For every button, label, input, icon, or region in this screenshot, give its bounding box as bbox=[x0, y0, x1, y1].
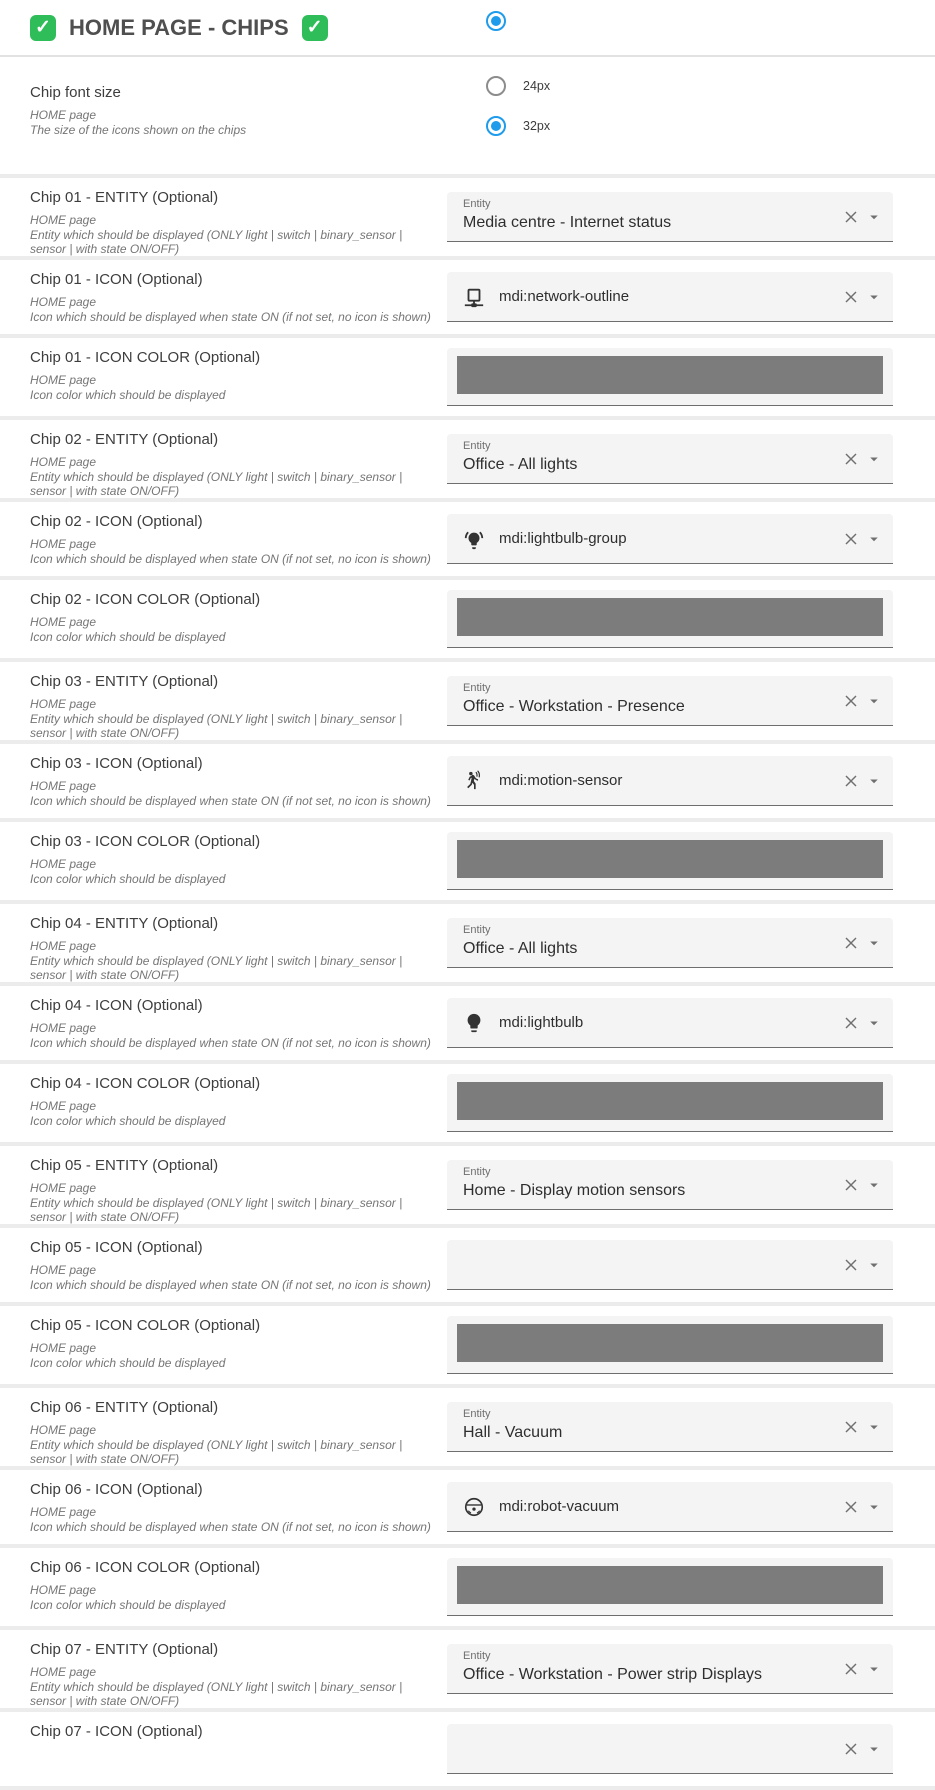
field-actions bbox=[841, 449, 883, 469]
row-desc-line1: HOME page bbox=[30, 373, 97, 387]
icon-select-field[interactable] bbox=[447, 272, 893, 322]
row-description bbox=[30, 1583, 435, 1612]
icon-field-value: mdi:robot-vacuum bbox=[499, 1498, 620, 1515]
config-row bbox=[0, 822, 935, 904]
config-row bbox=[0, 338, 935, 420]
row-desc-line1: HOME page bbox=[30, 615, 97, 629]
row-field-area bbox=[447, 420, 893, 498]
lightbulb-group-icon bbox=[463, 528, 485, 550]
clear-icon[interactable] bbox=[841, 1497, 861, 1517]
row-field-area bbox=[447, 1712, 893, 1786]
entity-field-value: Office - Workstation - Presence bbox=[463, 698, 685, 715]
entity-select-field[interactable] bbox=[447, 192, 893, 242]
row-description bbox=[30, 1181, 435, 1224]
row-desc-line1: HOME page bbox=[30, 1181, 97, 1195]
row-desc-line2: Icon color which should be displayed bbox=[30, 871, 226, 886]
row-desc-line1: HOME page bbox=[30, 295, 97, 309]
row-desc-line1: HOME page bbox=[30, 455, 97, 469]
desc-line-detail: The size of the icons shown on the chips bbox=[30, 122, 247, 137]
icon-select-field[interactable] bbox=[447, 1724, 893, 1774]
radio-label-24px: 24px bbox=[523, 79, 551, 93]
color-swatch[interactable] bbox=[457, 1566, 883, 1604]
row-title: Chip 06 - ENTITY (Optional) bbox=[30, 1399, 219, 1416]
icon-field-value: mdi:network-outline bbox=[499, 288, 630, 305]
row-description bbox=[30, 1263, 435, 1292]
entity-field-value: Hall - Vacuum bbox=[463, 1424, 563, 1441]
row-title: Chip 05 - ENTITY (Optional) bbox=[30, 1157, 219, 1174]
color-select-field[interactable] bbox=[447, 1316, 893, 1374]
row-desc-line2: Icon which should be displayed when state ON (if not set, no icon is shown) bbox=[30, 309, 431, 324]
row-field-area bbox=[447, 178, 893, 256]
icon-field-value: mdi:motion-sensor bbox=[499, 772, 623, 789]
clear-icon[interactable] bbox=[841, 771, 861, 791]
lightbulb-icon bbox=[463, 1012, 485, 1034]
row-field-area bbox=[447, 822, 893, 900]
entity-field-value: Media centre - Internet status bbox=[463, 214, 672, 231]
config-row bbox=[0, 580, 935, 662]
entity-field-value: Office - Workstation - Power strip Displays bbox=[463, 1666, 763, 1683]
entity-select-field[interactable] bbox=[447, 918, 893, 968]
clear-icon[interactable] bbox=[841, 207, 861, 227]
row-field-area bbox=[447, 1388, 893, 1466]
row-desc-line1: HOME page bbox=[30, 1583, 97, 1597]
field-actions bbox=[841, 1417, 883, 1437]
row-labels bbox=[0, 986, 447, 1060]
row-desc-line1: HOME page bbox=[30, 537, 97, 551]
row-title: Chip 07 - ENTITY (Optional) bbox=[30, 1641, 219, 1658]
clear-icon[interactable] bbox=[841, 933, 861, 953]
field-actions bbox=[841, 691, 883, 711]
entity-field-value: Office - All lights bbox=[463, 456, 578, 473]
color-swatch[interactable] bbox=[457, 356, 883, 394]
row-title: Chip 05 - ICON (Optional) bbox=[30, 1239, 203, 1256]
row-field-area bbox=[447, 1630, 893, 1708]
row-description bbox=[30, 939, 435, 982]
dropdown-arrow-icon[interactable] bbox=[865, 1418, 883, 1436]
row-title: Chip 07 - ICON (Optional) bbox=[30, 1723, 203, 1740]
row-title: Chip 05 - ICON COLOR (Optional) bbox=[30, 1317, 261, 1334]
page-header bbox=[0, 0, 935, 57]
color-select-field[interactable] bbox=[447, 1558, 893, 1616]
field-actions bbox=[841, 529, 883, 549]
config-row bbox=[0, 260, 935, 338]
entity-select-field[interactable] bbox=[447, 1644, 893, 1694]
row-desc-line2: Icon which should be displayed when state ON (if not set, no icon is shown) bbox=[30, 1277, 431, 1292]
icon-select-field[interactable] bbox=[447, 1482, 893, 1532]
entity-field-label: Entity bbox=[463, 1166, 491, 1178]
config-row bbox=[0, 1548, 935, 1630]
row-desc-line1: HOME page bbox=[30, 1341, 97, 1355]
header-radio-button[interactable] bbox=[486, 11, 506, 31]
entity-field-value: Office - All lights bbox=[463, 940, 578, 957]
color-select-field[interactable] bbox=[447, 832, 893, 890]
row-field-area bbox=[447, 1306, 893, 1384]
icon-select-field[interactable] bbox=[447, 1240, 893, 1290]
row-field-area bbox=[447, 580, 893, 658]
dropdown-arrow-icon[interactable] bbox=[865, 1176, 883, 1194]
entity-field-label: Entity bbox=[463, 198, 491, 210]
row-desc-line2: Icon which should be displayed when state ON (if not set, no icon is shown) bbox=[30, 1035, 431, 1050]
row-desc-line2: Icon which should be displayed when state ON (if not set, no icon is shown) bbox=[30, 1519, 431, 1534]
entity-select-field[interactable] bbox=[447, 1402, 893, 1452]
icon-select-field[interactable] bbox=[447, 756, 893, 806]
row-labels bbox=[0, 1146, 447, 1224]
entity-field-label: Entity bbox=[463, 1650, 491, 1662]
dropdown-arrow-icon[interactable] bbox=[865, 1498, 883, 1516]
row-desc-line2: Icon which should be displayed when state ON (if not set, no icon is shown) bbox=[30, 793, 431, 808]
row-desc-line2: Entity which should be displayed (ONLY light | switch | binary_sensor | sensor | with state ON/OFF) bbox=[30, 227, 403, 256]
field-actions bbox=[841, 1175, 883, 1195]
dropdown-arrow-icon[interactable] bbox=[865, 530, 883, 548]
dropdown-arrow-icon[interactable] bbox=[865, 1740, 883, 1758]
row-title: Chip 03 - ENTITY (Optional) bbox=[30, 673, 219, 690]
row-description bbox=[30, 455, 435, 498]
row-title: Chip 06 - ICON COLOR (Optional) bbox=[30, 1559, 261, 1576]
row-field-area bbox=[447, 904, 893, 982]
color-select-field[interactable] bbox=[447, 348, 893, 406]
icon-field-value: mdi:lightbulb-group bbox=[499, 530, 627, 547]
clear-icon[interactable] bbox=[841, 1417, 861, 1437]
radio-button-32px[interactable] bbox=[486, 116, 506, 136]
entity-field-label: Entity bbox=[463, 1408, 491, 1420]
row-field-area bbox=[447, 662, 893, 740]
row-labels bbox=[0, 1548, 447, 1626]
config-row bbox=[0, 1228, 935, 1306]
check-emoji-icon: ✓ bbox=[30, 15, 56, 41]
row-title: Chip 01 - ENTITY (Optional) bbox=[30, 189, 219, 206]
clear-icon[interactable] bbox=[841, 529, 861, 549]
entity-field-value: Home - Display motion sensors bbox=[463, 1182, 686, 1199]
entity-select-field[interactable] bbox=[447, 434, 893, 484]
clear-icon[interactable] bbox=[841, 1175, 861, 1195]
dropdown-arrow-icon[interactable] bbox=[865, 288, 883, 306]
dropdown-arrow-icon[interactable] bbox=[865, 1660, 883, 1678]
page-title: HOME PAGE - CHIPS bbox=[69, 14, 289, 40]
config-row bbox=[0, 1064, 935, 1146]
row-labels bbox=[0, 1388, 447, 1466]
icon-select-field[interactable] bbox=[447, 998, 893, 1048]
row-desc-line1: HOME page bbox=[30, 779, 97, 793]
row-field-area bbox=[447, 1470, 893, 1544]
row-desc-line2: Icon color which should be displayed bbox=[30, 1113, 226, 1128]
row-desc-line2: Icon color which should be displayed bbox=[30, 387, 226, 402]
row-labels bbox=[0, 744, 447, 818]
row-desc-line1: HOME page bbox=[30, 1263, 97, 1277]
config-row bbox=[0, 1146, 935, 1228]
row-title: Chip 04 - ICON (Optional) bbox=[30, 997, 203, 1014]
row-field-area bbox=[447, 1228, 893, 1302]
radio-label-32px: 32px bbox=[523, 119, 551, 133]
icon-select-field[interactable] bbox=[447, 514, 893, 564]
chip-font-size-title: Chip font size bbox=[30, 84, 121, 101]
clear-icon[interactable] bbox=[841, 287, 861, 307]
font-size-option-32px[interactable] bbox=[486, 116, 550, 136]
entity-field-label: Entity bbox=[463, 682, 491, 694]
row-desc-line2: Icon color which should be displayed bbox=[30, 1597, 226, 1612]
entity-field-label: Entity bbox=[463, 440, 491, 452]
clear-icon[interactable] bbox=[841, 1659, 861, 1679]
row-labels bbox=[0, 1306, 447, 1384]
row-description bbox=[30, 1665, 435, 1708]
field-actions bbox=[841, 1013, 883, 1033]
row-field-area bbox=[447, 1146, 893, 1224]
row-title: Chip 02 - ICON (Optional) bbox=[30, 513, 203, 530]
row-title: Chip 06 - ICON (Optional) bbox=[30, 1481, 203, 1498]
clear-icon[interactable] bbox=[841, 1013, 861, 1033]
row-desc-line2: Entity which should be displayed (ONLY light | switch | binary_sensor | sensor | with state ON/OFF) bbox=[30, 469, 403, 498]
row-labels bbox=[0, 1064, 447, 1142]
desc-line-home-page: HOME page bbox=[30, 108, 97, 122]
row-desc-line2: Entity which should be displayed (ONLY light | switch | binary_sensor | sensor | with state ON/OFF) bbox=[30, 1437, 403, 1466]
color-swatch[interactable] bbox=[457, 1082, 883, 1120]
row-description bbox=[30, 1099, 435, 1128]
color-swatch[interactable] bbox=[457, 598, 883, 636]
config-row bbox=[0, 986, 935, 1064]
row-description bbox=[30, 213, 435, 256]
row-description bbox=[30, 1505, 435, 1534]
row-desc-line1: HOME page bbox=[30, 1021, 97, 1035]
row-title: Chip 01 - ICON COLOR (Optional) bbox=[30, 349, 261, 366]
color-select-field[interactable] bbox=[447, 590, 893, 648]
row-desc-line2: Icon which should be displayed when state ON (if not set, no icon is shown) bbox=[30, 551, 431, 566]
motion-sensor-icon bbox=[463, 770, 485, 792]
dropdown-arrow-icon[interactable] bbox=[865, 772, 883, 790]
row-description bbox=[30, 537, 435, 566]
clear-icon[interactable] bbox=[841, 449, 861, 469]
row-title: Chip 03 - ICON COLOR (Optional) bbox=[30, 833, 261, 850]
radio-button-24px[interactable] bbox=[486, 76, 506, 96]
row-desc-line1: HOME page bbox=[30, 1423, 97, 1437]
row-title: Chip 01 - ICON (Optional) bbox=[30, 271, 203, 288]
row-labels bbox=[0, 1228, 447, 1302]
config-row bbox=[0, 420, 935, 502]
color-swatch[interactable] bbox=[457, 1324, 883, 1362]
row-field-area bbox=[447, 338, 893, 416]
row-title: Chip 02 - ENTITY (Optional) bbox=[30, 431, 219, 448]
config-row bbox=[0, 662, 935, 744]
row-labels bbox=[0, 1712, 447, 1786]
row-title: Chip 04 - ICON COLOR (Optional) bbox=[30, 1075, 261, 1092]
field-actions bbox=[841, 1739, 883, 1759]
config-row bbox=[0, 502, 935, 580]
dropdown-arrow-icon[interactable] bbox=[865, 934, 883, 952]
dropdown-arrow-icon[interactable] bbox=[865, 1256, 883, 1274]
row-desc-line1: HOME page bbox=[30, 213, 97, 227]
field-actions bbox=[841, 287, 883, 307]
clear-icon[interactable] bbox=[841, 1739, 861, 1759]
chip-font-size-row bbox=[0, 57, 935, 178]
row-labels bbox=[0, 1630, 447, 1708]
row-labels bbox=[0, 1470, 447, 1544]
font-size-option-24px[interactable] bbox=[486, 76, 550, 96]
row-desc-line1: HOME page bbox=[30, 1099, 97, 1113]
chip-font-size-description bbox=[30, 108, 460, 137]
config-row bbox=[0, 1388, 935, 1470]
row-field-area bbox=[447, 1064, 893, 1142]
row-description bbox=[30, 615, 435, 644]
row-desc-line2: Entity which should be displayed (ONLY light | switch | binary_sensor | sensor | with state ON/OFF) bbox=[30, 1679, 403, 1708]
icon-field-value: mdi:lightbulb bbox=[499, 1014, 584, 1031]
row-desc-line1: HOME page bbox=[30, 1665, 97, 1679]
row-desc-line2: Entity which should be displayed (ONLY light | switch | binary_sensor | sensor | with state ON/OFF) bbox=[30, 953, 403, 982]
row-labels bbox=[0, 904, 447, 982]
row-desc-line1: HOME page bbox=[30, 939, 97, 953]
dropdown-arrow-icon[interactable] bbox=[865, 208, 883, 226]
field-actions bbox=[841, 207, 883, 227]
field-actions bbox=[841, 1659, 883, 1679]
row-field-area bbox=[447, 1548, 893, 1626]
row-description bbox=[30, 373, 435, 402]
clear-icon[interactable] bbox=[841, 691, 861, 711]
row-labels bbox=[0, 502, 447, 576]
entity-select-field[interactable] bbox=[447, 676, 893, 726]
row-description bbox=[30, 1341, 435, 1370]
network-outline-icon bbox=[463, 286, 485, 308]
row-field-area bbox=[447, 744, 893, 818]
robot-vacuum-icon bbox=[463, 1496, 485, 1518]
row-labels bbox=[0, 580, 447, 658]
color-swatch[interactable] bbox=[457, 840, 883, 878]
row-desc-line1: HOME page bbox=[30, 1505, 97, 1519]
row-desc-line2: Entity which should be displayed (ONLY light | switch | binary_sensor | sensor | with state ON/OFF) bbox=[30, 1195, 403, 1224]
chip-font-size-labels bbox=[0, 57, 935, 137]
config-row bbox=[0, 1306, 935, 1388]
color-select-field[interactable] bbox=[447, 1074, 893, 1132]
row-labels bbox=[0, 260, 447, 334]
field-actions bbox=[841, 1497, 883, 1517]
row-description bbox=[30, 295, 435, 324]
row-field-area bbox=[447, 260, 893, 334]
field-actions bbox=[841, 1255, 883, 1275]
field-actions bbox=[841, 771, 883, 791]
row-desc-line2: Icon color which should be displayed bbox=[30, 629, 226, 644]
config-row bbox=[0, 904, 935, 986]
entity-select-field[interactable] bbox=[447, 1160, 893, 1210]
row-title: Chip 04 - ENTITY (Optional) bbox=[30, 915, 219, 932]
clear-icon[interactable] bbox=[841, 1255, 861, 1275]
row-description bbox=[30, 857, 435, 886]
chip-config-rows bbox=[0, 178, 935, 1790]
config-row bbox=[0, 1630, 935, 1712]
row-description bbox=[30, 1423, 435, 1466]
entity-field-label: Entity bbox=[463, 924, 491, 936]
row-description bbox=[30, 697, 435, 740]
dropdown-arrow-icon[interactable] bbox=[865, 1014, 883, 1032]
row-labels bbox=[0, 178, 447, 256]
row-labels bbox=[0, 662, 447, 740]
row-desc-line1: HOME page bbox=[30, 857, 97, 871]
row-desc-line2: Icon color which should be displayed bbox=[30, 1355, 226, 1370]
config-row bbox=[0, 178, 935, 260]
row-description bbox=[30, 1021, 435, 1050]
row-title: Chip 02 - ICON COLOR (Optional) bbox=[30, 591, 261, 608]
dropdown-arrow-icon[interactable] bbox=[865, 692, 883, 710]
check-emoji-icon: ✓ bbox=[302, 15, 328, 41]
field-actions bbox=[841, 933, 883, 953]
row-description bbox=[30, 779, 435, 808]
dropdown-arrow-icon[interactable] bbox=[865, 450, 883, 468]
row-labels bbox=[0, 338, 447, 416]
config-row bbox=[0, 1712, 935, 1790]
config-row bbox=[0, 1470, 935, 1548]
row-field-area bbox=[447, 502, 893, 576]
row-desc-line2: Entity which should be displayed (ONLY light | switch | binary_sensor | sensor | with state ON/OFF) bbox=[30, 711, 403, 740]
row-labels bbox=[0, 822, 447, 900]
row-field-area bbox=[447, 986, 893, 1060]
row-title: Chip 03 - ICON (Optional) bbox=[30, 755, 203, 772]
config-row bbox=[0, 744, 935, 822]
row-desc-line1: HOME page bbox=[30, 697, 97, 711]
row-labels bbox=[0, 420, 447, 498]
